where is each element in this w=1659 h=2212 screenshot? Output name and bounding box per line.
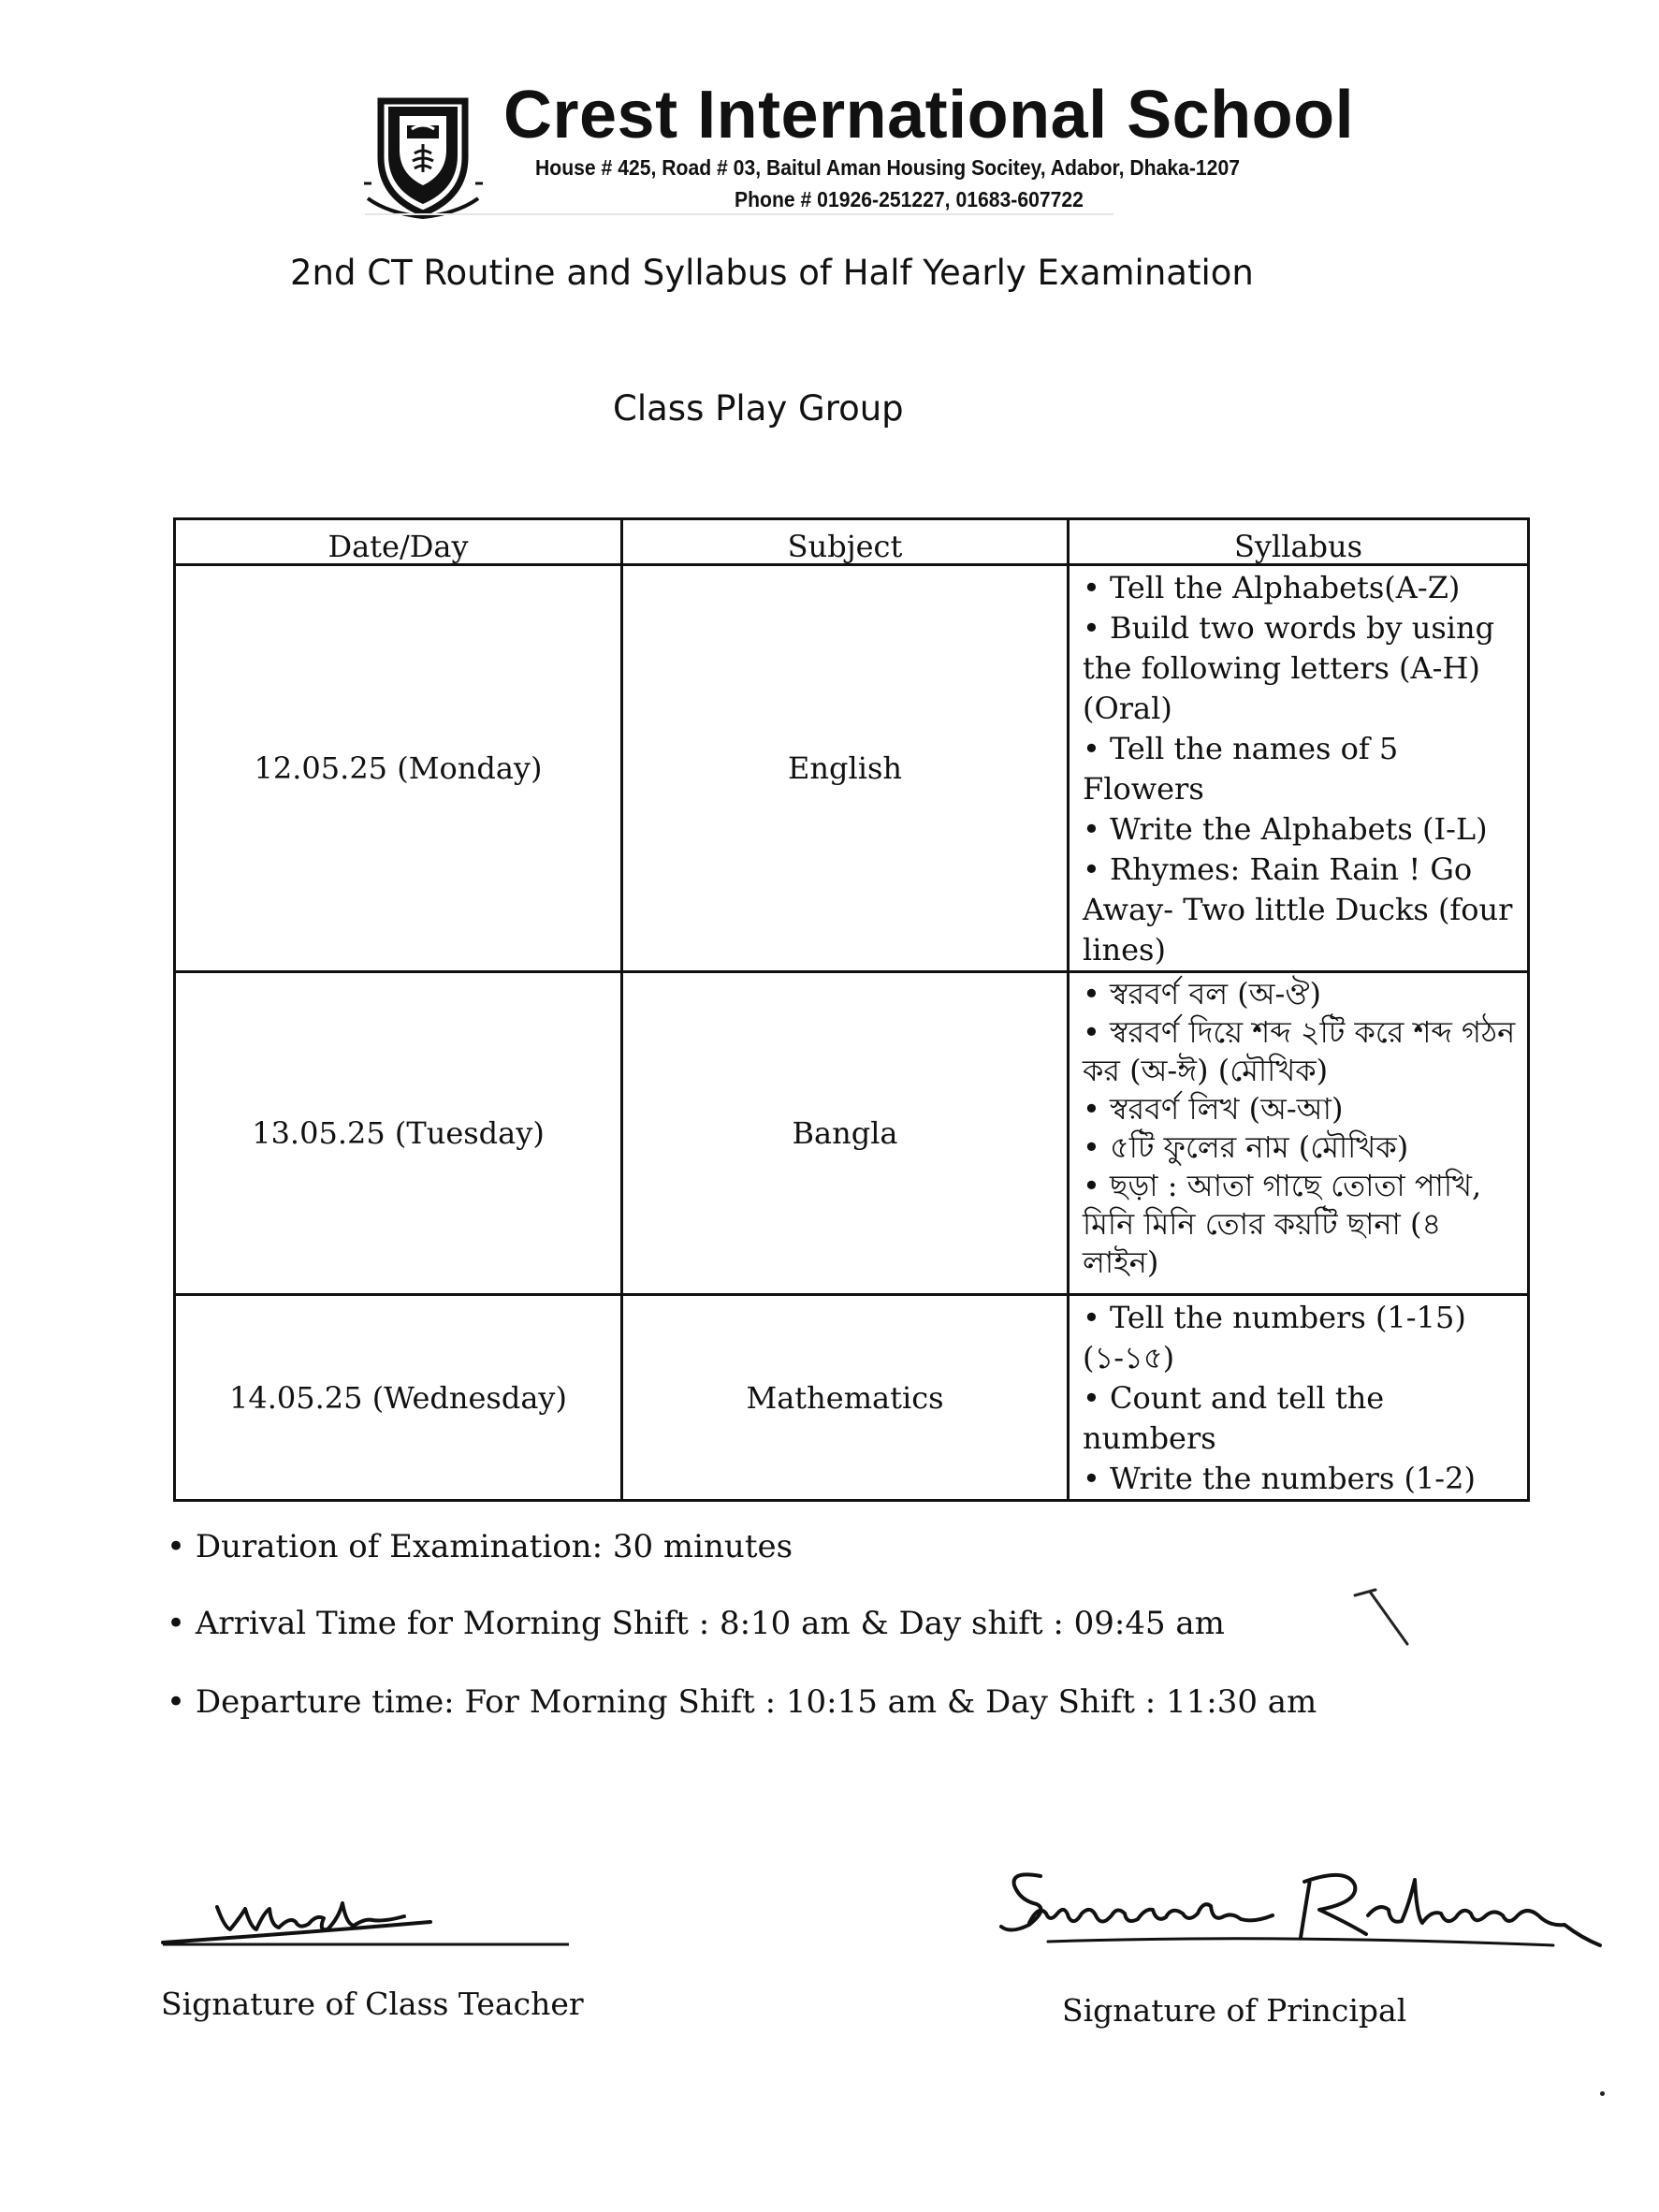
syllabus-item: • Tell the names of 5 Flowers bbox=[1083, 729, 1518, 809]
syllabus-item: • ৫টি ফুলের নাম (মৌখিক) bbox=[1083, 1128, 1518, 1167]
header-syllabus: Syllabus bbox=[1069, 519, 1529, 565]
header-subject: Subject bbox=[622, 519, 1069, 565]
header-date-day: Date/Day bbox=[175, 519, 622, 565]
paper-speck bbox=[1600, 2091, 1605, 2096]
syllabus-item: • Build two words by using the following letters (A-H) (Oral) bbox=[1083, 608, 1518, 729]
syllabus-item: • ছড়া : আতা গাছে তোতা পাখি, মিনি মিনি তোর কয়টি ছানা (৪ লাইন) bbox=[1083, 1167, 1518, 1282]
syllabus-item: • Write the numbers (1-2) bbox=[1083, 1459, 1518, 1499]
exam-date: 12.05.25 (Monday) bbox=[175, 565, 622, 972]
exam-date: 13.05.25 (Tuesday) bbox=[175, 972, 622, 1295]
principal-signature bbox=[992, 1848, 1609, 1970]
syllabus-list bbox=[1083, 1298, 1518, 1499]
syllabus-cell bbox=[1069, 972, 1529, 1295]
table-row bbox=[175, 972, 1529, 1295]
stray-pen-mark bbox=[1347, 1586, 1413, 1652]
syllabus-item: • স্বরবর্ণ দিয়ে শব্দ ২টি করে শব্দ গঠন কর (অ-ঈ) (মৌখিক) bbox=[1083, 1013, 1518, 1090]
exam-subject: English bbox=[622, 565, 1069, 972]
syllabus-list bbox=[1083, 975, 1518, 1282]
note-duration: • Duration of Examination: 30 minutes bbox=[167, 1528, 793, 1565]
table-row bbox=[175, 1295, 1529, 1501]
class-teacher-signature-label: Signature of Class Teacher bbox=[161, 1986, 584, 2022]
exam-date: 14.05.25 (Wednesday) bbox=[175, 1295, 622, 1501]
school-phone: Phone # 01926-251227, 01683-607722 bbox=[735, 187, 1084, 211]
table-row bbox=[175, 565, 1529, 972]
syllabus-item: • Count and tell the numbers bbox=[1083, 1378, 1518, 1459]
principal-signature-label: Signature of Principal bbox=[1062, 1992, 1407, 2029]
routine-table bbox=[173, 517, 1530, 1502]
exam-subject: Mathematics bbox=[622, 1295, 1069, 1501]
syllabus-item: • Tell the numbers (1-15) (১-১৫) bbox=[1083, 1298, 1518, 1378]
school-name: Crest International School bbox=[503, 78, 1355, 153]
exam-subject: Bangla bbox=[622, 972, 1069, 1295]
syllabus-cell bbox=[1069, 1295, 1529, 1501]
note-departure-time: • Departure time: For Morning Shift : 10:15 am & Day Shift : 11:30 am bbox=[167, 1683, 1317, 1721]
document-title: 2nd CT Routine and Syllabus of Half Yearly Examination bbox=[290, 253, 1254, 293]
syllabus-list bbox=[1083, 568, 1518, 970]
syllabus-item: • Rhymes: Rain Rain ! Go Away- Two little Ducks (four lines) bbox=[1083, 850, 1518, 970]
class-title: Class Play Group bbox=[613, 388, 904, 429]
note-arrival-time: • Arrival Time for Morning Shift : 8:10 am & Day shift : 09:45 am bbox=[167, 1605, 1225, 1642]
school-address: House # 425, Road # 03, Baitul Aman Housing Socitey, Adabor, Dhaka-1207 bbox=[535, 155, 1240, 180]
class-teacher-signature bbox=[159, 1881, 571, 1965]
syllabus-item: • স্বরবর্ণ লিখ (অ-আ) bbox=[1083, 1090, 1518, 1128]
school-crest-logo bbox=[360, 94, 487, 220]
syllabus-item: • Tell the Alphabets(A-Z) bbox=[1083, 568, 1518, 608]
syllabus-cell bbox=[1069, 565, 1529, 972]
table-header-row bbox=[175, 519, 1529, 565]
syllabus-item: • স্বরবর্ণ বল (অ-ঔ) bbox=[1083, 975, 1518, 1013]
syllabus-item: • Write the Alphabets (I-L) bbox=[1083, 809, 1518, 850]
header-divider bbox=[365, 213, 1113, 215]
